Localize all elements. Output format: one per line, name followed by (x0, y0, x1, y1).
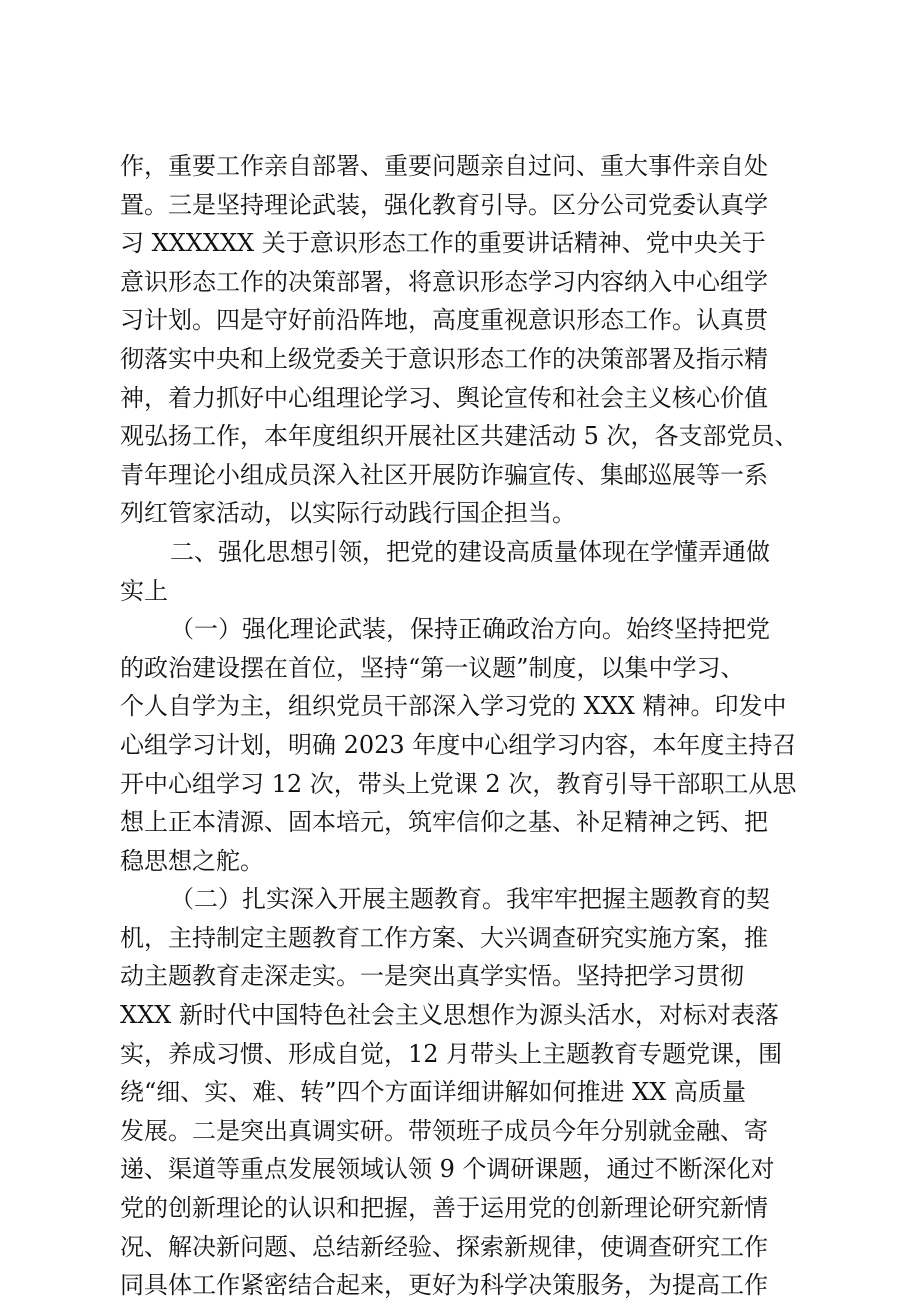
paragraph-continued (120, 147, 800, 533)
paragraph-section-1 (120, 610, 800, 880)
text-line: 意识形态工作的决策部署，将意识形态学习内容纳入中心组学 (120, 267, 768, 296)
document-page (120, 147, 800, 1305)
text-line: 个人自学为主，组织党员干部深入学习党的 XXX 精神。印发中 (120, 692, 787, 721)
text-line: 彻落实中央和上级党委关于意识形态工作的决策部署及指示精 (120, 344, 768, 373)
text-line: 的政治建设摆在首位，坚持“第一议题”制度，以集中学习、 (120, 653, 745, 682)
text-line: 青年理论小组成员深入社区开展防诈骗宣传、集邮巡展等一系 (120, 460, 768, 489)
text-line: XXX 新时代中国特色社会主义思想作为源头活水，对标对表落 (120, 1001, 779, 1030)
text-line: 习计划。四是守好前沿阵地，高度重视意识形态工作。认真贯 (120, 306, 768, 335)
text-line: 想上正本清源、固本培元，筑牢信仰之基、补足精神之钙、把 (120, 808, 768, 837)
text-line: 置。三是坚持理论武装，强化教育引导。区分公司党委认真学 (120, 190, 768, 219)
paragraph-section-2 (120, 880, 800, 1305)
text-line: 列红管家活动，以实际行动践行国企担当。 (120, 499, 576, 528)
text-line: 观弘扬工作，本年度组织开展社区共建活动 5 次，各支部党员、 (120, 422, 799, 451)
text-line: 神，着力抓好中心组理论学习、舆论宣传和社会主义核心价值 (120, 383, 768, 412)
text-line: 况、解决新问题、总结新经验、探索新规律，使调查研究工作 (120, 1232, 768, 1261)
text-line: （一）强化理论武装，保持正确政治方向。始终坚持把党 (170, 615, 770, 644)
text-line: 开中心组学习 12 次，带头上党课 2 次，教育引导干部职工从思 (120, 769, 797, 798)
section-heading (120, 533, 800, 610)
text-line: 稳思想之舵。 (120, 846, 264, 875)
text-line: 发展。二是突出真调实研。带领班子成员今年分别就金融、寄 (120, 1116, 768, 1145)
text-line: 递、渠道等重点发展领域认领 9 个调研课题，通过不断深化对 (120, 1155, 775, 1184)
text-line: 习 XXXXXX 关于意识形态工作的重要讲话精神、党中央关于 (120, 229, 766, 258)
text-line: （二）扎实深入开展主题教育。我牢牢把握主题教育的契 (170, 885, 770, 914)
heading-line: 二、强化思想引领，把党的建设高质量体现在学懂弄通做 (170, 537, 770, 566)
text-line: 心组学习计划，明确 2023 年度中心组学习内容，本年度主持召 (120, 730, 797, 759)
text-line: 同具体工作紧密结合起来，更好为科学决策服务，为提高工作 (120, 1271, 768, 1300)
text-line: 机，主持制定主题教育工作方案、大兴调查研究实施方案，推 (120, 923, 768, 952)
text-line: 绕“细、实、难、转”四个方面详细讲解如何推进 XX 高质量 (120, 1078, 746, 1107)
text-line: 动主题教育走深走实。一是突出真学实悟。坚持把学习贯彻 (120, 962, 744, 991)
text-line: 作，重要工作亲自部署、重要问题亲自过问、重大事件亲自处 (120, 152, 768, 180)
text-line: 党的创新理论的认识和把握，善于运用党的创新理论研究新情 (120, 1194, 768, 1223)
text-line: 实，养成习惯、形成自觉，12 月带头上主题教育专题党课，围 (120, 1039, 783, 1068)
heading-line: 实上 (120, 576, 168, 605)
